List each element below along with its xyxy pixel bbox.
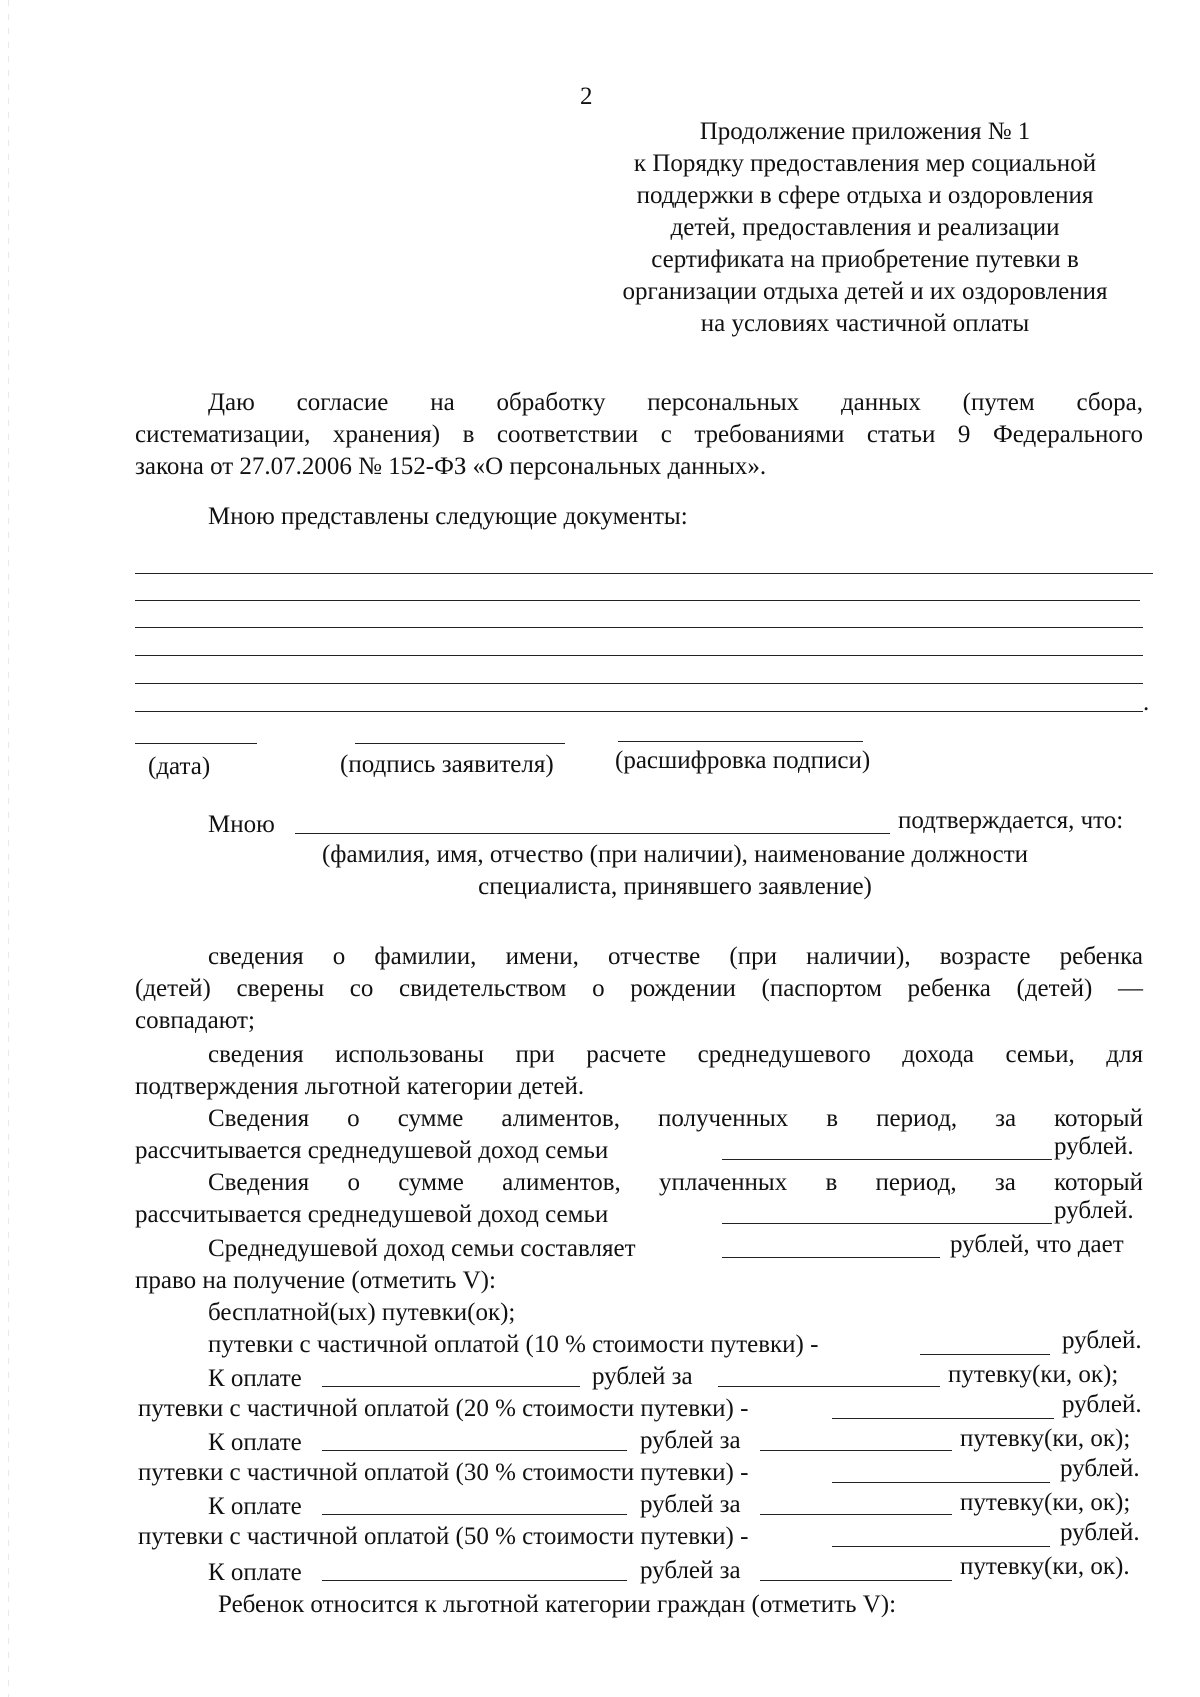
word: данных xyxy=(840,389,921,416)
free-voucher-option[interactable]: бесплатной(ых) путевки(ок); xyxy=(208,1299,516,1326)
rubles-label: рублей. xyxy=(1060,1519,1140,1546)
specialist-caption-line-1: (фамилия, имя, отчество (при наличии), наименование должности xyxy=(321,841,1029,868)
fact-1-line-1: сведения о фамилии, имени, отчестве (при наличии), возрасте ребенка xyxy=(208,943,1143,970)
date-label: (дата) xyxy=(148,753,211,780)
alimony-received-prefix: рассчитывается среднедушевой доход семьи xyxy=(135,1137,609,1164)
fact-2-line-1: сведения использованы при расчете среднедушевого дохода семьи, для xyxy=(208,1041,1143,1068)
payment-label: К оплате xyxy=(208,1429,302,1456)
fact-1-line-2: (детей) сверены со свидетельством о рождении (паспортом ребенка (детей) — xyxy=(135,975,1143,1002)
alimony-paid-line-1: Сведения о сумме алиментов, уплаченных в период, за который xyxy=(208,1169,1143,1196)
heading-line: организации отдыха детей и их оздоровления xyxy=(622,278,1108,305)
voucher-50-amount-field[interactable] xyxy=(832,1546,1050,1547)
alimony-paid-prefix: рассчитывается среднедушевой доход семьи xyxy=(135,1201,609,1228)
payment-mid: рублей за xyxy=(592,1363,693,1390)
privileged-category-line: Ребенок относится к льготной категории граждан (отметить V): xyxy=(218,1591,897,1618)
word: согласие xyxy=(296,389,389,416)
fact-1-line-3: совпадают; xyxy=(135,1007,255,1034)
payment-mid: рублей за xyxy=(640,1491,741,1518)
signature-decode-label: (расшифровка подписи) xyxy=(615,747,871,774)
alimony-received-field[interactable] xyxy=(722,1159,1052,1160)
date-field[interactable] xyxy=(135,743,257,744)
appendix-heading xyxy=(585,116,1145,340)
payment-amount-field[interactable] xyxy=(322,1514,627,1515)
payment-label: К оплате xyxy=(208,1493,302,1520)
scan-edge-mark xyxy=(8,0,9,1697)
voucher-option-10[interactable]: путевки с частичной оплатой (10 % стоимости путевки) - xyxy=(208,1331,819,1358)
rubles-label: рублей. xyxy=(1062,1391,1142,1418)
blank-line[interactable] xyxy=(135,655,1143,656)
payment-label: К оплате xyxy=(208,1365,302,1392)
word: персональных xyxy=(647,389,800,416)
alimony-paid-field[interactable] xyxy=(722,1223,1052,1224)
consent-line-2: систематизации, хранения) в соответствии с требованиями статьи 9 Федерального xyxy=(135,421,1143,448)
payment-amount-field[interactable] xyxy=(322,1580,627,1581)
heading-line: Продолжение приложения № 1 xyxy=(699,118,1031,145)
payment-mid: рублей за xyxy=(640,1427,741,1454)
rubles-label: рублей. xyxy=(1062,1327,1142,1354)
blank-line[interactable] xyxy=(135,711,1143,712)
income-field[interactable] xyxy=(722,1257,940,1258)
blank-line[interactable] xyxy=(135,683,1143,684)
word: (путем xyxy=(962,389,1035,416)
payment-mid: рублей за xyxy=(640,1557,741,1584)
blank-line[interactable] xyxy=(135,573,1153,574)
alimony-received-line-1: Сведения о сумме алиментов, полученных в период, за который xyxy=(208,1105,1143,1132)
payment-suffix: путевку(ки, ок); xyxy=(960,1425,1131,1452)
voucher-option-20[interactable]: путевки с частичной оплатой (20 % стоимости путевки) - xyxy=(138,1395,749,1422)
payment-count-field[interactable] xyxy=(760,1514,952,1515)
payment-count-field[interactable] xyxy=(760,1580,952,1581)
consent-line-3: закона от 27.07.2006 № 152-ФЗ «О персональных данных». xyxy=(135,453,767,480)
rubles-label: рублей. xyxy=(1060,1455,1140,1482)
payment-label: К оплате xyxy=(208,1559,302,1586)
payment-count-field[interactable] xyxy=(760,1450,952,1451)
confirm-suffix: подтверждается, что: xyxy=(898,807,1124,834)
signature-field[interactable] xyxy=(355,743,565,744)
signature-label: (подпись заявителя) xyxy=(340,751,554,778)
income-suffix: рублей, что дает xyxy=(950,1231,1124,1258)
voucher-30-amount-field[interactable] xyxy=(832,1482,1050,1483)
income-line-2: право на получение (отметить V): xyxy=(135,1267,496,1294)
trailing-dot: . xyxy=(1143,689,1150,716)
consent-line-1 xyxy=(208,388,1143,418)
income-prefix: Среднедушевой доход семьи составляет xyxy=(208,1235,636,1262)
word: на xyxy=(430,389,455,416)
voucher-20-amount-field[interactable] xyxy=(832,1418,1054,1419)
specialist-field[interactable] xyxy=(295,833,890,834)
payment-amount-field[interactable] xyxy=(322,1450,627,1451)
payment-suffix: путевку(ки, ок); xyxy=(948,1361,1119,1388)
voucher-10-amount-field[interactable] xyxy=(920,1354,1050,1355)
heading-line: на условиях частичной оплаты xyxy=(700,310,1030,337)
voucher-option-30[interactable]: путевки с частичной оплатой (30 % стоимости путевки) - xyxy=(138,1459,749,1486)
signature-decode-field[interactable] xyxy=(618,741,863,742)
documents-intro: Мною представлены следующие документы: xyxy=(208,503,688,530)
word: сбора, xyxy=(1076,389,1143,416)
page-number: 2 xyxy=(580,83,593,110)
blank-line[interactable] xyxy=(135,600,1140,601)
specialist-caption-line-2: специалиста, принявшего заявление) xyxy=(478,873,872,900)
payment-count-field[interactable] xyxy=(718,1386,940,1387)
heading-line: детей, предоставления и реализации xyxy=(670,214,1060,241)
fact-2-line-2: подтверждения льготной категории детей. xyxy=(135,1073,585,1100)
payment-amount-field[interactable] xyxy=(322,1386,580,1387)
confirm-prefix: Мною xyxy=(208,811,275,838)
payment-suffix-last: путевку(ки, ок). xyxy=(960,1553,1130,1580)
heading-line: сертификата на приобретение путевки в xyxy=(651,246,1079,273)
heading-line: к Порядку предоставления мер социальной xyxy=(633,150,1097,177)
blank-line[interactable] xyxy=(135,627,1143,628)
voucher-option-50[interactable]: путевки с частичной оплатой (50 % стоимости путевки) - xyxy=(138,1523,749,1550)
rubles-label: рублей. xyxy=(1054,1197,1134,1224)
word: обработку xyxy=(496,389,606,416)
word: Даю xyxy=(208,389,255,416)
heading-line: поддержки в сфере отдыха и оздоровления xyxy=(636,182,1094,209)
payment-suffix: путевку(ки, ок); xyxy=(960,1489,1131,1516)
rubles-label: рублей. xyxy=(1054,1133,1134,1160)
